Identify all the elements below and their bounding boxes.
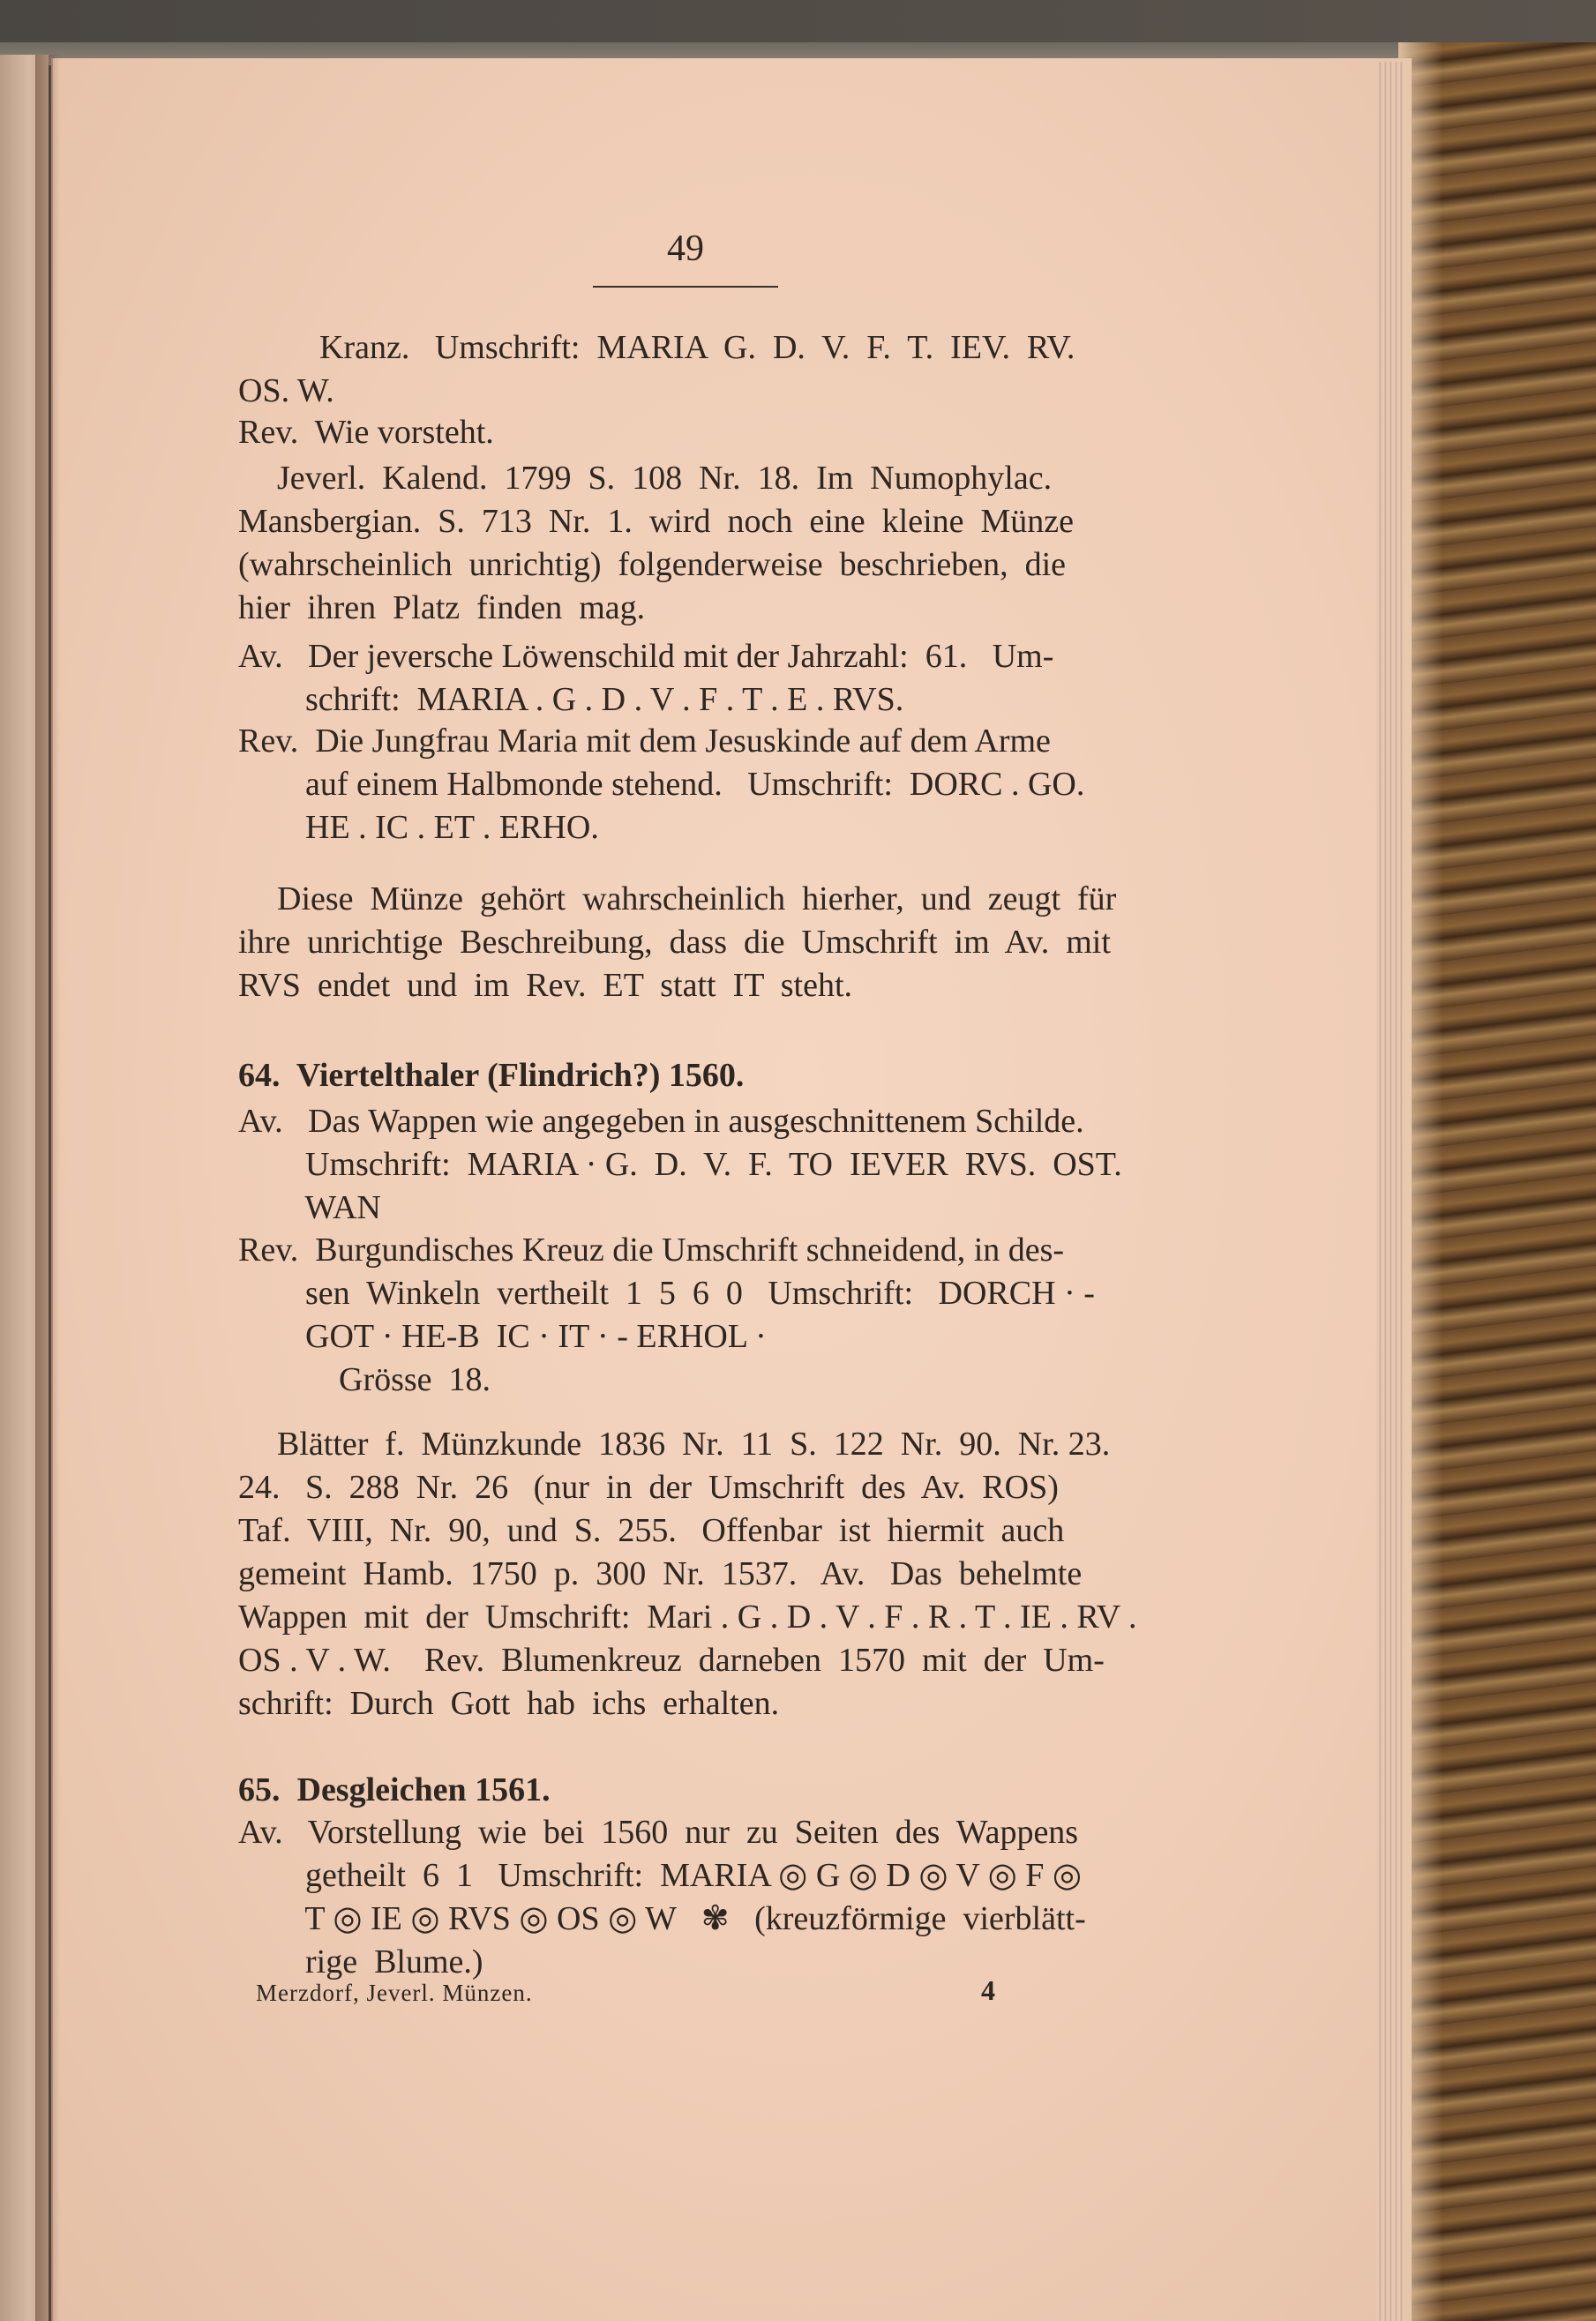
binding-shadow: [1398, 42, 1442, 2321]
paragraph: [238, 635, 1195, 722]
text-line: Kranz. Umschrift: MARIA G. D. V. F. T. IEV. RV.: [319, 329, 1075, 366]
text-line: Rev. Die Jungfrau Maria mit dem Jesuskinde auf dem Arme: [238, 723, 1051, 760]
text-line: T ◎ IE ◎ RVS ◎ OS ◎ W ✾ (kreuzförmige vierblätt-: [238, 1900, 1086, 1937]
text-line: gemeint Hamb. 1750 p. 300 Nr. 1537. Av. Das behelmte: [238, 1555, 1083, 1592]
paragraph: [238, 720, 1195, 850]
page-gutter: [35, 55, 60, 2321]
section-heading: [238, 1054, 1195, 1097]
footer-signature: Merzdorf, Jeverl. Münzen.: [256, 1980, 533, 2006]
text-line: Rev. Wie vorsteht.: [238, 414, 494, 451]
text-line: Wappen mit der Umschrift: Mari . G . D . V . F . R . T . IE . RV .: [238, 1598, 1137, 1636]
text-line: 65. Desgleichen 1561.: [238, 1771, 551, 1808]
text-line: getheilt 6 1 Umschrift: MARIA ◎ G ◎ D ◎ V ◎ F ◎: [238, 1857, 1083, 1894]
text-line: Rev. Burgundisches Kreuz die Umschrift schneidend, in des-: [238, 1232, 1065, 1269]
paragraph: [238, 326, 1195, 413]
paragraph: [238, 457, 1195, 630]
paragraph: [238, 1811, 1195, 1984]
text-line: OS . V . W. Rev. Blumenkreuz darneben 1570 mit der Um-: [238, 1642, 1105, 1679]
paragraph: [238, 878, 1195, 1007]
page-edges: [1376, 62, 1403, 2321]
section-heading: [238, 1769, 1195, 1812]
text-line: schrift: MARIA . G . D . V . F . T . E . RVS.: [238, 681, 904, 718]
text-line: 64. Viertelthaler (Flindrich?) 1560.: [238, 1057, 745, 1094]
paragraph: [238, 411, 1195, 454]
text-line: (wahrscheinlich unrichtig) folgenderweise beschrieben, die: [238, 546, 1067, 583]
paragraph: [238, 1229, 1195, 1402]
text-line: OS. W.: [238, 372, 334, 409]
paragraph: [238, 1423, 1195, 1726]
text-line: Taf. VIII, Nr. 90, und S. 255. Offenbar ist hiermit auch: [238, 1512, 1065, 1549]
text-line: RVS endet und im Rev. ET statt IT steht.: [238, 967, 853, 1004]
header-rule: [593, 286, 778, 288]
text-line: sen Winkeln vertheilt 1 5 6 0 Umschrift: DORCH · -: [238, 1275, 1095, 1312]
text-line: Blätter f. Münzkunde 1836 Nr. 11 S. 122 Nr. 90. Nr. 23.: [277, 1426, 1111, 1463]
footer-sheet-number: 4: [981, 1974, 995, 2006]
text-line: GOT · HE-B IC · IT · - ERHOL ·: [238, 1318, 767, 1355]
text-line: schrift: Durch Gott hab ichs erhalten.: [238, 1685, 780, 1722]
text-line: ihre unrichtige Beschreibung, dass die Umschrift im Av. mit: [238, 924, 1111, 961]
text-line: rige Blume.): [238, 1943, 483, 1980]
text-line: auf einem Halbmonde stehend. Umschrift: DORC . GO.: [238, 766, 1085, 803]
text-line: Av. Das Wappen wie angegeben in ausgeschnittenem Schilde.: [238, 1103, 1084, 1140]
text-line: Grösse 18.: [238, 1361, 491, 1398]
paragraph: [238, 1100, 1195, 1230]
text-line: Jeverl. Kalend. 1799 S. 108 Nr. 18. Im Numophylac.: [277, 460, 1053, 497]
text-line: Umschrift: MARIA · G. D. V. F. TO IEVER RVS. OST.: [238, 1146, 1122, 1183]
text-line: WAN: [238, 1189, 381, 1226]
text-line: Mansbergian. S. 713 Nr. 1. wird noch eine kleine Münze: [238, 503, 1075, 540]
text-line: 24. S. 288 Nr. 26 (nur in der Umschrift des Av. ROS): [238, 1469, 1059, 1506]
text-line: Av. Der jeversche Löwenschild mit der Jahrzahl: 61. Um-: [238, 638, 1054, 675]
text-line: HE . IC . ET . ERHO.: [238, 809, 599, 846]
page-number: 49: [667, 228, 704, 269]
text-line: Av. Vorstellung wie bei 1560 nur zu Seiten des Wappens: [238, 1814, 1079, 1851]
text-line: hier ihren Platz finden mag.: [238, 589, 646, 626]
text-line: Diese Münze gehört wahrscheinlich hierher, und zeugt für: [277, 880, 1117, 917]
